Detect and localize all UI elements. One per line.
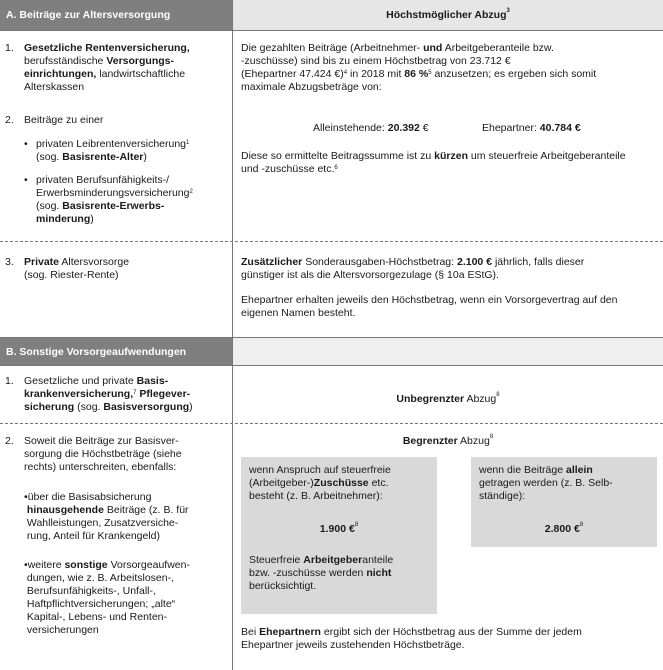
item-b1-bold-5: Basisversorgung: [103, 401, 190, 413]
item-b2-sub2: [24, 559, 229, 637]
footnote-ref: 2: [189, 189, 193, 195]
self-employed-limit-box: [471, 457, 657, 547]
item-b1-text-2: (sog.: [77, 401, 101, 413]
item-b2-text-3: rechts) unterschreiten, ebenfalls:: [24, 461, 177, 473]
max-deduction-title: Höchstmöglicher Abzug: [386, 9, 507, 21]
limited-bold: Begrenzter: [402, 435, 458, 447]
section-a-header-row: [0, 0, 663, 30]
item-a1-bold-2: Versorgungs-: [106, 55, 174, 67]
right3-l2: günstiger ist als die Altersvorsorgezulage (§ 10a EStG).: [241, 269, 499, 281]
item-b2-sub2-text: weitere: [27, 559, 62, 571]
item-a2-sub1-close: ): [143, 151, 147, 163]
spouse-note-1b: ergibt sich der Höchstbetrag aus der Summe der jedem: [323, 626, 582, 638]
unlimited-bold: Unbegrenzter: [396, 393, 465, 405]
boxr-l1-bold: allein: [565, 464, 593, 476]
employee-value: 1.900 €: [319, 523, 355, 535]
right1-l3c: anzusetzen; es ergeben sich somit: [434, 68, 597, 80]
bullet: •: [24, 138, 28, 150]
item-a2-text: Beiträge zu einer: [24, 114, 104, 126]
footnote-ref: 8: [354, 522, 359, 528]
right1-l5a: Diese so ermittelte Beitragssumme ist zu: [241, 150, 432, 162]
boxl-l2a: (Arbeitgeber-): [249, 477, 314, 489]
item-number: 1.: [5, 375, 14, 387]
boxr-l3: ständige):: [479, 490, 526, 502]
item-a2-sub1: [36, 138, 228, 164]
item-b2-sub1-text-4: rung, Anteil für Krankengeld): [26, 530, 161, 542]
footnote-ref: 3: [506, 8, 510, 14]
item-b2-sub1-text-2: Beiträge (z. B. für: [106, 504, 189, 516]
item-b2-text-1: Soweit die Beiträge zur Basisver-: [24, 435, 179, 447]
boxr-l2: getragen werden (z. B. Selb-: [479, 477, 613, 489]
unlimited-deduction: [233, 393, 663, 405]
item-a2-sub2-bold-2: minderung: [36, 213, 91, 225]
boxl-n2a: bzw. -zuschüsse werden: [249, 567, 364, 579]
spouse-value: 40.784 €: [539, 122, 581, 134]
item-b1-text: [24, 375, 229, 414]
right1-l1-bold: und: [423, 42, 443, 54]
item-a1-text: [24, 42, 229, 94]
reduction-note: [241, 150, 659, 176]
right3-l3: Ehepartner erhalten jeweils den Höchstbetrag, wenn ein Vorsorgevertrag auf den: [241, 294, 618, 306]
boxl-n1b: anteile: [362, 554, 394, 566]
section-a-title: A. Beiträge zur Altersversorgung: [6, 9, 171, 21]
footnote-ref: 7: [133, 390, 137, 396]
row-a-1-2-left: [0, 31, 232, 241]
employee-limit-box: [241, 457, 437, 614]
item-b1-bold-1: Basis-: [136, 375, 169, 387]
row-a-3: [0, 242, 663, 337]
boxl-l1: wenn Anspruch auf steuerfreie: [249, 464, 391, 476]
right1-l2: -zuschüsse) sind bis zu einem Höchstbetrag von 23.712 €: [241, 55, 511, 67]
item-a2-sub2-text-3: (sog.: [36, 200, 60, 212]
item-number: 3.: [5, 256, 14, 268]
right3-l1a: Sonderausgaben-Höchstbetrag:: [305, 256, 455, 268]
row-a-3-left: [0, 242, 232, 337]
self-employed-condition: [479, 464, 653, 503]
section-b-header-right: [233, 338, 663, 365]
item-a1-bold: Gesetzliche Rentenversicherung,: [24, 42, 190, 54]
item-b2-sub1-bold: hinausgehende: [26, 504, 104, 516]
riester-spouse-text: [241, 294, 659, 320]
footnote-ref: 4: [343, 70, 348, 76]
right1-percent: 86 %: [404, 68, 429, 80]
employee-condition: [249, 464, 433, 503]
item-a1-text-2: landwirtschaftliche: [99, 68, 186, 80]
right1-l3a: (Ehepartner 47.424 €): [241, 68, 344, 80]
item-b1-bold-2: krankenversicherung,: [24, 388, 134, 400]
right1-l1a: Die gezahlten Beiträge (Arbeitnehmer-: [241, 42, 421, 54]
item-a2-sub2-text-2: Erwerbsminderungsversicherung: [36, 187, 190, 199]
self-employed-value: 2.800 €: [544, 523, 580, 535]
bullet: •: [24, 491, 28, 503]
row-a-3-right: [233, 242, 663, 337]
item-number: 1.: [5, 42, 14, 54]
single-max-amount: [313, 122, 429, 134]
boxl-n1-bold: Arbeitgeber: [303, 554, 363, 566]
riester-text: [241, 256, 659, 282]
item-b1-bold-4: sicherung: [24, 401, 75, 413]
spouse-note-1a: Bei: [241, 626, 257, 638]
item-b1-text-1: Gesetzliche und private: [24, 375, 134, 387]
item-b2-sub2-text-6: Kapital-, Lebens- und Renten-: [26, 611, 168, 623]
footnote-ref: 5: [428, 70, 432, 76]
row-a-1-2-right: [233, 31, 663, 241]
right1-l1c: Arbeitgeberanteile bzw.: [444, 42, 554, 54]
right3-l4: eigenen Namen besteht.: [241, 307, 356, 319]
item-b2-sub1-text-3: Wahlleistungen, Zusatzversiche-: [26, 517, 179, 529]
single-value: 20.392: [387, 122, 420, 134]
single-unit: €: [422, 122, 429, 134]
boxl-l2b: etc.: [371, 477, 389, 489]
item-a3-text-2: (sog. Riester-Rente): [24, 269, 119, 281]
limited-text: Abzug: [460, 435, 490, 447]
spouse-note-bold: Ehepartnern: [259, 626, 321, 638]
section-a-header: [0, 0, 232, 30]
spouse-label: Ehepartner:: [482, 122, 537, 134]
item-b2-sub1: [24, 491, 229, 543]
row-b-2-left: [0, 424, 232, 670]
max-deduction-header: [233, 0, 663, 30]
item-a2-sub2: [36, 174, 228, 226]
limited-deduction-title: [233, 435, 663, 447]
item-a2-sub1-text: privaten Leibrentenversicherung: [36, 138, 187, 150]
item-b2-sub2-text-5: Haftpflichtversicherungen; „alte“: [26, 598, 176, 610]
item-b2-sub2-text-4: Berufsunfähigkeits-, Unfall-,: [26, 585, 156, 597]
item-b2-sub2-text-3: dungen, wie z. B. Arbeitslosen-,: [26, 572, 175, 584]
boxr-l1a: wenn die Beiträge: [479, 464, 564, 476]
footnote-ref: 8: [496, 392, 500, 398]
row-b-1: [0, 366, 663, 423]
single-label: Alleinstehende:: [313, 122, 385, 134]
item-a2-sub1-text-2: (sog.: [36, 151, 60, 163]
row-b-1-right: [233, 366, 663, 423]
item-b2-text: [24, 435, 229, 474]
item-a3-bold: Private: [24, 256, 60, 268]
row-b-1-left: [0, 366, 232, 423]
item-b2-sub2-text-2: Vorsorgeaufwen-: [110, 559, 190, 571]
item-a3-text-1: Altersvorsorge: [61, 256, 130, 268]
footnote-ref: 6: [334, 165, 338, 171]
spouse-max-amount: [482, 122, 581, 134]
right1-l5b: um steuerfreie Arbeitgeberanteile: [470, 150, 626, 162]
right1-l6: und -zuschüsse etc.: [241, 163, 335, 175]
item-b2-text-2: sorgung die Höchstbeträge (siehe: [24, 448, 182, 460]
boxl-n1a: Steuerfreie: [249, 554, 301, 566]
item-number: 2.: [5, 114, 14, 126]
row-b-2: [0, 424, 663, 670]
item-a3-text: [24, 256, 229, 282]
self-employed-limit-value: [471, 523, 657, 535]
right1-l4: maximale Abzugsbeträge von:: [241, 81, 382, 93]
item-a1-text-1: berufsständische: [24, 55, 104, 67]
boxl-n3: berücksichtigt.: [249, 580, 317, 592]
footnote-ref: 8: [579, 522, 584, 528]
item-a2-sub2-bold: Basisrente-Erwerbs-: [62, 200, 165, 212]
right1-l5-bold: kürzen: [434, 150, 468, 162]
item-b2-sub1-text: über die Basisabsicherung: [27, 491, 152, 503]
item-number: 2.: [5, 435, 14, 447]
section-b-header: [0, 338, 232, 365]
item-b1-close: ): [189, 401, 193, 413]
employee-note: [249, 554, 433, 593]
item-b1-bold-3: Pflegever-: [139, 388, 191, 400]
item-b2-sub2-text-7: versicherungen: [26, 624, 99, 636]
item-a2-sub2-text: privaten Berufsunfähigkeits-/: [36, 174, 170, 186]
pension-contribution-text: [241, 42, 659, 94]
right1-l3b: in 2018 mit: [350, 68, 402, 80]
boxl-l2-bold: Zuschüsse: [313, 477, 369, 489]
right3-amount: 2.100 €: [456, 256, 493, 268]
bullet: •: [24, 559, 28, 571]
item-a1-text-3: Alterskassen: [24, 81, 85, 93]
right3-l1b: jährlich, falls dieser: [494, 256, 585, 268]
spouse-note-2: Ehepartner jeweils zustehenden Höchstbeträge.: [241, 639, 465, 651]
section-b-title: B. Sonstige Vorsorgeaufwendungen: [6, 346, 187, 358]
item-a1-bold-3: einrichtungen,: [24, 68, 97, 80]
employee-limit-value: [241, 523, 437, 535]
item-a2-sub2-close: ): [90, 213, 94, 225]
row-a-1-2: [0, 31, 663, 241]
spouse-note: [241, 626, 659, 652]
boxl-l3: besteht (z. B. Arbeitnehmer):: [249, 490, 383, 502]
boxl-n2-bold: nicht: [366, 567, 392, 579]
item-b2-sub2-bold: sonstige: [64, 559, 108, 571]
bullet: •: [24, 174, 28, 186]
footnote-ref: 8: [489, 434, 494, 440]
right3-bold: Zusätzlicher: [241, 256, 303, 268]
row-b-2-right: [233, 424, 663, 670]
section-b-header-row: [0, 338, 663, 365]
item-a2-sub1-bold: Basisrente-Alter: [62, 151, 144, 163]
footnote-ref: 1: [186, 140, 190, 146]
unlimited-text: Abzug: [466, 393, 497, 405]
